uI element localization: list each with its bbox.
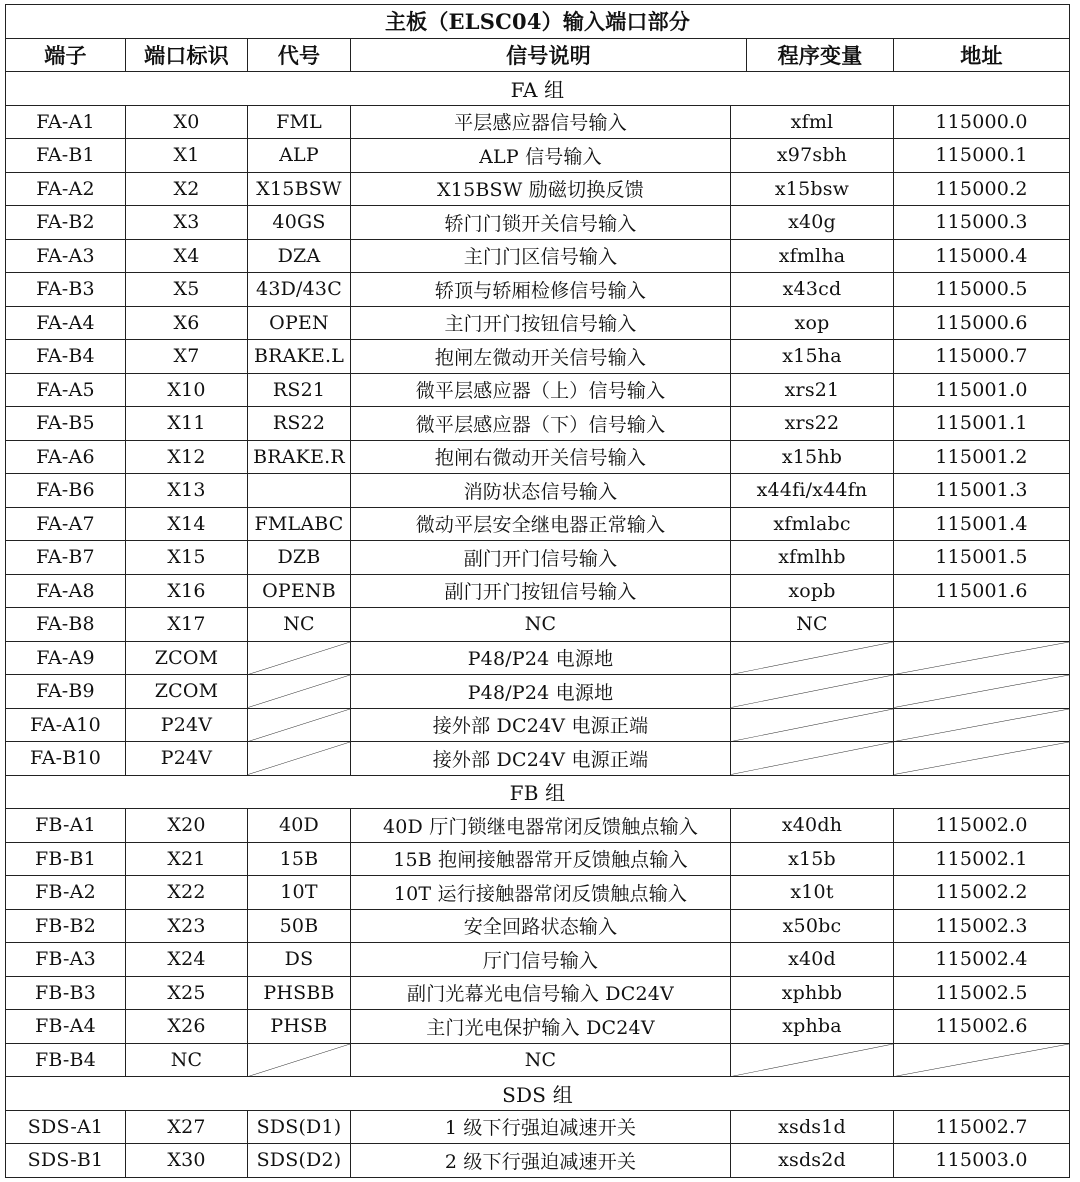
cell-signal-desc: 微平层感应器（下）信号输入 bbox=[351, 407, 731, 440]
cell-program-var: x44fi/x44fn bbox=[731, 474, 894, 507]
cell-signal-desc: ALP 信号输入 bbox=[351, 139, 731, 172]
cell-address: 115001.0 bbox=[935, 378, 1028, 401]
cell-code: 50B bbox=[248, 910, 351, 943]
cell-signal-desc: 抱闸右微动开关信号输入 bbox=[351, 441, 731, 474]
cell-code: RS21 bbox=[248, 374, 351, 407]
table-row bbox=[6, 173, 1069, 207]
cell-port-id: P24V bbox=[126, 742, 248, 775]
cell-program-var: xphbb bbox=[731, 977, 894, 1010]
table-row bbox=[6, 106, 1069, 140]
cell-program-var-empty-diagonal bbox=[731, 1044, 894, 1077]
cell-address: 115002.6 bbox=[935, 1015, 1028, 1038]
cell-address: 115002.1 bbox=[935, 847, 1028, 870]
cell-signal-desc: X15BSW 励磁切换反馈 bbox=[351, 173, 731, 206]
cell-terminal: FA-A2 bbox=[6, 173, 126, 206]
cell-terminal: SDS-A1 bbox=[6, 1111, 126, 1144]
cell-code: 40GS bbox=[248, 206, 351, 239]
cell-signal-desc: 40D 厅门锁继电器常闭反馈触点输入 bbox=[351, 809, 731, 842]
cell-program-var: x15b bbox=[731, 843, 894, 876]
cell-port-id: X14 bbox=[126, 508, 248, 541]
table-row bbox=[6, 474, 1069, 508]
cell-address-empty-diagonal bbox=[894, 642, 1069, 675]
table-row bbox=[6, 642, 1069, 676]
cell-terminal: FA-B5 bbox=[6, 407, 126, 440]
header-signal-desc: 信号说明 bbox=[351, 39, 747, 72]
cell-port-id: X27 bbox=[126, 1111, 248, 1144]
header-port-id: 端口标识 bbox=[126, 39, 248, 72]
cell-signal-desc: 主门门区信号输入 bbox=[351, 240, 731, 273]
cell-address bbox=[894, 608, 1069, 641]
cell-terminal: FB-A3 bbox=[6, 943, 126, 976]
cell-signal-desc: 轿顶与轿厢检修信号输入 bbox=[351, 273, 731, 306]
group-label: FB 组 bbox=[509, 781, 566, 806]
cell-port-id: X10 bbox=[126, 374, 248, 407]
cell-address: 115000.5 bbox=[935, 278, 1028, 301]
cell-code: X15BSW bbox=[248, 173, 351, 206]
cell-port-id: P24V bbox=[126, 709, 248, 742]
table-row bbox=[6, 206, 1069, 240]
cell-address: 115000.4 bbox=[935, 244, 1028, 267]
cell-code: DS bbox=[248, 943, 351, 976]
cell-code-empty-diagonal bbox=[248, 1044, 351, 1077]
cell-address: 115001.6 bbox=[935, 579, 1028, 602]
table-title-row bbox=[6, 5, 1069, 39]
cell-program-var-empty-diagonal bbox=[731, 742, 894, 775]
table-row bbox=[6, 407, 1069, 441]
cell-code: RS22 bbox=[248, 407, 351, 440]
cell-signal-desc: 10T 运行接触器常闭反馈触点输入 bbox=[351, 876, 731, 909]
cell-code: PHSBB bbox=[248, 977, 351, 1010]
table-row bbox=[6, 809, 1069, 843]
table-row bbox=[6, 240, 1069, 274]
header-terminal: 端子 bbox=[6, 39, 126, 72]
cell-address: 115001.4 bbox=[935, 512, 1028, 535]
cell-program-var-empty-diagonal bbox=[731, 675, 894, 708]
table-row bbox=[6, 910, 1069, 944]
cell-program-var: xsds1d bbox=[731, 1111, 894, 1144]
cell-port-id: X17 bbox=[126, 608, 248, 641]
cell-port-id: NC bbox=[126, 1044, 248, 1077]
cell-port-id: X15 bbox=[126, 541, 248, 574]
table-row bbox=[6, 1111, 1069, 1145]
cell-code: DZB bbox=[248, 541, 351, 574]
cell-signal-desc: 接外部 DC24V 电源正端 bbox=[351, 742, 731, 775]
cell-terminal: FB-B4 bbox=[6, 1044, 126, 1077]
cell-code: 40D bbox=[248, 809, 351, 842]
cell-address: 115002.3 bbox=[935, 914, 1028, 937]
table-row bbox=[6, 843, 1069, 877]
cell-code: ALP bbox=[248, 139, 351, 172]
cell-signal-desc: 轿门门锁开关信号输入 bbox=[351, 206, 731, 239]
cell-address-empty-diagonal bbox=[894, 742, 1069, 775]
cell-address-empty-diagonal bbox=[894, 1044, 1069, 1077]
cell-signal-desc: 2 级下行强迫减速开关 bbox=[351, 1144, 731, 1177]
cell-port-id: X3 bbox=[126, 206, 248, 239]
cell-signal-desc: 主门开门按钮信号输入 bbox=[351, 307, 731, 340]
cell-terminal: FA-B3 bbox=[6, 273, 126, 306]
cell-code: BRAKE.R bbox=[248, 441, 351, 474]
cell-code-empty-diagonal bbox=[248, 642, 351, 675]
cell-address: 115001.2 bbox=[935, 445, 1028, 468]
cell-port-id: X1 bbox=[126, 139, 248, 172]
cell-program-var: xrs21 bbox=[731, 374, 894, 407]
table-row bbox=[6, 608, 1069, 642]
group-row bbox=[6, 776, 1069, 810]
cell-address: 115000.2 bbox=[935, 177, 1028, 200]
cell-signal-desc: 副门开门按钮信号输入 bbox=[351, 575, 731, 608]
table-row bbox=[6, 541, 1069, 575]
cell-program-var: x43cd bbox=[731, 273, 894, 306]
cell-port-id: X16 bbox=[126, 575, 248, 608]
cell-code-empty-diagonal bbox=[248, 675, 351, 708]
cell-address: 115000.0 bbox=[935, 110, 1028, 133]
cell-program-var: xsds2d bbox=[731, 1144, 894, 1177]
table-row bbox=[6, 139, 1069, 173]
cell-terminal: FB-B1 bbox=[6, 843, 126, 876]
cell-address: 115002.7 bbox=[935, 1115, 1028, 1138]
table-row bbox=[6, 508, 1069, 542]
table-row bbox=[6, 307, 1069, 341]
cell-code: BRAKE.L bbox=[248, 340, 351, 373]
cell-port-id: X13 bbox=[126, 474, 248, 507]
header-address: 地址 bbox=[960, 42, 1003, 68]
group-label: SDS 组 bbox=[502, 1082, 573, 1107]
table-row bbox=[6, 977, 1069, 1011]
cell-program-var: x40dh bbox=[731, 809, 894, 842]
cell-port-id: X30 bbox=[126, 1144, 248, 1177]
cell-code: DZA bbox=[248, 240, 351, 273]
cell-port-id: X4 bbox=[126, 240, 248, 273]
cell-program-var-empty-diagonal bbox=[731, 642, 894, 675]
cell-code: 10T bbox=[248, 876, 351, 909]
cell-signal-desc: 副门光幕光电信号输入 DC24V bbox=[351, 977, 731, 1010]
table-header-row bbox=[6, 39, 1069, 73]
cell-address-empty-diagonal bbox=[894, 675, 1069, 708]
table-title: 主板（ELSC04）输入端口部分 bbox=[384, 9, 691, 35]
cell-signal-desc: P48/P24 电源地 bbox=[351, 642, 731, 675]
cell-program-var: x50bc bbox=[731, 910, 894, 943]
cell-port-id: X24 bbox=[126, 943, 248, 976]
cell-address: 115002.4 bbox=[935, 948, 1028, 971]
cell-program-var: x10t bbox=[731, 876, 894, 909]
cell-address: 115003.0 bbox=[935, 1149, 1028, 1172]
cell-terminal: FB-A4 bbox=[6, 1010, 126, 1043]
cell-terminal: FA-A5 bbox=[6, 374, 126, 407]
cell-port-id: X20 bbox=[126, 809, 248, 842]
cell-port-id: X2 bbox=[126, 173, 248, 206]
cell-signal-desc: 主门光电保护输入 DC24V bbox=[351, 1010, 731, 1043]
cell-program-var: xop bbox=[731, 307, 894, 340]
cell-program-var: x40d bbox=[731, 943, 894, 976]
cell-address: 115002.2 bbox=[935, 881, 1028, 904]
cell-address: 115001.5 bbox=[935, 546, 1028, 569]
cell-terminal: FA-A3 bbox=[6, 240, 126, 273]
cell-terminal: FA-B7 bbox=[6, 541, 126, 574]
cell-code: 43D/43C bbox=[248, 273, 351, 306]
table-row bbox=[6, 1144, 1069, 1178]
cell-code: PHSB bbox=[248, 1010, 351, 1043]
cell-code: OPENB bbox=[248, 575, 351, 608]
cell-code: NC bbox=[248, 608, 351, 641]
group-row bbox=[6, 72, 1069, 106]
cell-port-id: X26 bbox=[126, 1010, 248, 1043]
cell-signal-desc: 平层感应器信号输入 bbox=[351, 106, 731, 139]
cell-terminal: FA-B2 bbox=[6, 206, 126, 239]
cell-terminal: FA-B9 bbox=[6, 675, 126, 708]
cell-code: SDS(D2) bbox=[248, 1144, 351, 1177]
table-row bbox=[6, 675, 1069, 709]
header-code: 代号 bbox=[248, 39, 351, 72]
cell-program-var: x97sbh bbox=[731, 139, 894, 172]
cell-terminal: FA-A4 bbox=[6, 307, 126, 340]
cell-code bbox=[248, 474, 351, 507]
cell-code: 15B bbox=[248, 843, 351, 876]
cell-address: 115001.3 bbox=[935, 479, 1028, 502]
cell-program-var: xrs22 bbox=[731, 407, 894, 440]
cell-program-var: xopb bbox=[731, 575, 894, 608]
cell-terminal: FA-A6 bbox=[6, 441, 126, 474]
cell-program-var-empty-diagonal bbox=[731, 709, 894, 742]
header-program-var: 程序变量 bbox=[747, 39, 894, 72]
cell-program-var: xfmlhb bbox=[731, 541, 894, 574]
table-row bbox=[6, 273, 1069, 307]
cell-terminal: FA-B4 bbox=[6, 340, 126, 373]
cell-program-var: x15hb bbox=[731, 441, 894, 474]
group-row bbox=[6, 1077, 1069, 1111]
cell-program-var: x15ha bbox=[731, 340, 894, 373]
table-row bbox=[6, 943, 1069, 977]
table-row bbox=[6, 1044, 1069, 1078]
cell-signal-desc: 微动平层安全继电器正常输入 bbox=[351, 508, 731, 541]
cell-port-id: X5 bbox=[126, 273, 248, 306]
cell-program-var: x40g bbox=[731, 206, 894, 239]
cell-signal-desc: 1 级下行强迫减速开关 bbox=[351, 1111, 731, 1144]
cell-signal-desc: 微平层感应器（上）信号输入 bbox=[351, 374, 731, 407]
cell-signal-desc: 接外部 DC24V 电源正端 bbox=[351, 709, 731, 742]
table-row bbox=[6, 340, 1069, 374]
cell-terminal: FA-A8 bbox=[6, 575, 126, 608]
cell-port-id: X22 bbox=[126, 876, 248, 909]
cell-terminal: FA-B1 bbox=[6, 139, 126, 172]
cell-signal-desc: NC bbox=[351, 608, 731, 641]
cell-port-id: X21 bbox=[126, 843, 248, 876]
cell-terminal: FA-B6 bbox=[6, 474, 126, 507]
cell-program-var: NC bbox=[731, 608, 894, 641]
cell-terminal: FB-A1 bbox=[6, 809, 126, 842]
cell-code: FMLABC bbox=[248, 508, 351, 541]
cell-program-var: xfmlabc bbox=[731, 508, 894, 541]
cell-terminal: FA-A9 bbox=[6, 642, 126, 675]
cell-terminal: FA-A1 bbox=[6, 106, 126, 139]
cell-port-id: ZCOM bbox=[126, 642, 248, 675]
cell-terminal: SDS-B1 bbox=[6, 1144, 126, 1177]
cell-program-var: xfml bbox=[731, 106, 894, 139]
cell-address: 115000.7 bbox=[935, 345, 1028, 368]
cell-port-id: X11 bbox=[126, 407, 248, 440]
cell-program-var: xfmlha bbox=[731, 240, 894, 273]
cell-terminal: FA-A7 bbox=[6, 508, 126, 541]
cell-signal-desc: 副门开门信号输入 bbox=[351, 541, 731, 574]
cell-address: 115002.5 bbox=[935, 981, 1028, 1004]
cell-signal-desc: NC bbox=[351, 1044, 731, 1077]
cell-port-id: X25 bbox=[126, 977, 248, 1010]
cell-terminal: FB-A2 bbox=[6, 876, 126, 909]
cell-terminal: FA-B8 bbox=[6, 608, 126, 641]
table-row bbox=[6, 742, 1069, 776]
cell-address: 115000.6 bbox=[935, 311, 1028, 334]
cell-terminal: FA-B10 bbox=[6, 742, 126, 775]
cell-code-empty-diagonal bbox=[248, 709, 351, 742]
group-label: FA 组 bbox=[510, 77, 565, 102]
cell-port-id: ZCOM bbox=[126, 675, 248, 708]
cell-port-id: X6 bbox=[126, 307, 248, 340]
cell-signal-desc: 安全回路状态输入 bbox=[351, 910, 731, 943]
cell-address: 115000.1 bbox=[935, 144, 1028, 167]
input-port-table bbox=[5, 4, 1070, 1178]
cell-signal-desc: 15B 抱闸接触器常开反馈触点输入 bbox=[351, 843, 731, 876]
cell-code: OPEN bbox=[248, 307, 351, 340]
cell-signal-desc: 厅门信号输入 bbox=[351, 943, 731, 976]
cell-address: 115002.0 bbox=[935, 814, 1028, 837]
cell-terminal: FA-A10 bbox=[6, 709, 126, 742]
table-row bbox=[6, 1010, 1069, 1044]
cell-code-empty-diagonal bbox=[248, 742, 351, 775]
cell-port-id: X0 bbox=[126, 106, 248, 139]
cell-signal-desc: 消防状态信号输入 bbox=[351, 474, 731, 507]
table-row bbox=[6, 441, 1069, 475]
cell-program-var: x15bsw bbox=[731, 173, 894, 206]
cell-program-var: xphba bbox=[731, 1010, 894, 1043]
cell-code: SDS(D1) bbox=[248, 1111, 351, 1144]
cell-address-empty-diagonal bbox=[894, 709, 1069, 742]
cell-address: 115001.1 bbox=[935, 412, 1028, 435]
cell-terminal: FB-B2 bbox=[6, 910, 126, 943]
cell-port-id: X23 bbox=[126, 910, 248, 943]
cell-address: 115000.3 bbox=[935, 211, 1028, 234]
cell-terminal: FB-B3 bbox=[6, 977, 126, 1010]
cell-port-id: X7 bbox=[126, 340, 248, 373]
cell-signal-desc: 抱闸左微动开关信号输入 bbox=[351, 340, 731, 373]
cell-code: FML bbox=[248, 106, 351, 139]
cell-signal-desc: P48/P24 电源地 bbox=[351, 675, 731, 708]
table-row bbox=[6, 876, 1069, 910]
table-row bbox=[6, 709, 1069, 743]
cell-port-id: X12 bbox=[126, 441, 248, 474]
table-row bbox=[6, 374, 1069, 408]
table-row bbox=[6, 575, 1069, 609]
